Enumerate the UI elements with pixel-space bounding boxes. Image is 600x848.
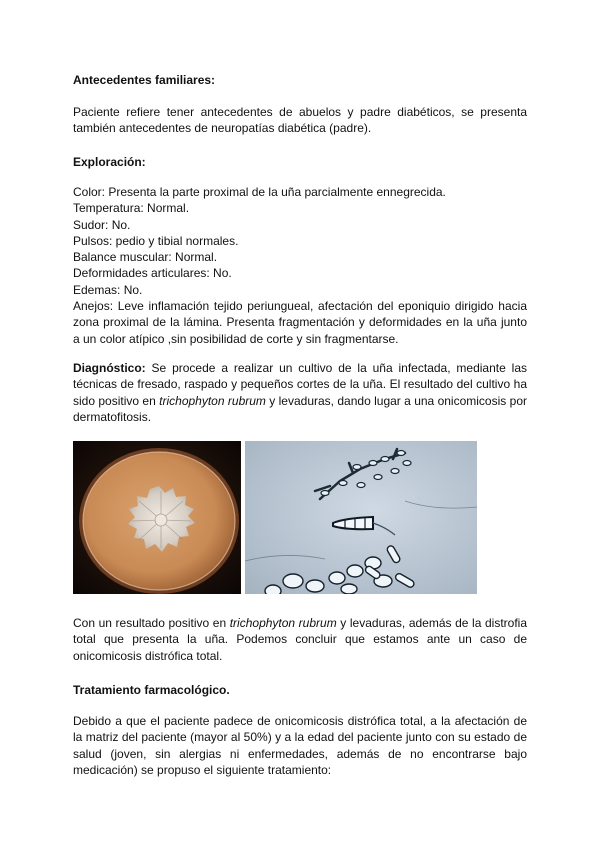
diagnostico-text-a: Se procede a realizar un cultivo de la uña infectada, mediante las técnicas de fresado, raspado y pequeños cortes de la uña. El resultado del cultivo ha sido positivo en	[73, 361, 527, 408]
paragraph-anejos: Anejos: Leve inflamación tejido periungueal, afectación del eponiquio dirigido hacia zona proximal de la lámina. Presenta fragmentación y deformidades en la uña junto a un color atípico ,sin posibilidad de corte y sin fragmentarse.	[73, 299, 527, 346]
paragraph-tratamiento: Debido a que el paciente padece de onicomicosis distrófica total, a la afectación de la matriz del paciente (mayor al 50%) y a la edad del paciente junto con su estado de salud (joven, sin alergias ni enfermedades, además de no encontrarse bajo medicación) se propuso el siguiente tratamiento:	[73, 714, 527, 777]
exploracion-deformidades: Deformidades articulares: No.	[73, 266, 232, 281]
label-diagnostico: Diagnóstico:	[73, 361, 146, 375]
conclusion-text-a: Con un resultado positivo en	[73, 616, 230, 630]
heading-antecedentes: Antecedentes familiares:	[73, 73, 216, 87]
exploracion-color: Color: Presenta la parte proximal de la uña parcialmente ennegrecida.	[73, 185, 446, 199]
conclusion-text-b: y levaduras, además de la distrofia total que presenta la uña. Podemos concluir que estamos ante un caso de onicomicosis distrófica total.	[73, 616, 528, 663]
culture-plate-photo	[73, 441, 241, 594]
diagnostico-species: trichophyton rubrum	[159, 393, 266, 408]
exploracion-balance: Balance muscular: Normal.	[73, 250, 218, 265]
diagnostico-text-b: y levaduras, dando lugar a una onicomicosis por dermatofitosis.	[73, 393, 527, 424]
paragraph-diagnostico	[73, 360, 527, 425]
exploracion-pulsos: Pulsos: pedio y tibial normales.	[73, 233, 239, 248]
exploracion-edemas: Edemas: No.	[73, 282, 143, 297]
heading-exploracion: Exploración:	[73, 155, 146, 169]
conclusion-species: trichophyton rubrum	[229, 616, 337, 630]
microscopy-photo	[245, 441, 477, 594]
exploracion-sudor: Sudor: No.	[73, 217, 131, 232]
exploracion-list	[73, 184, 527, 298]
paragraph-conclusion	[73, 615, 527, 664]
exploracion-temperatura: Temperatura: Normal.	[73, 201, 190, 216]
paragraph-antecedentes: Paciente refiere tener antecedentes de abuelos y padre diabéticos, se presenta también antecedentes de neuropatías diabética (padre).	[73, 105, 527, 136]
heading-tratamiento: Tratamiento farmacológico.	[73, 683, 230, 697]
